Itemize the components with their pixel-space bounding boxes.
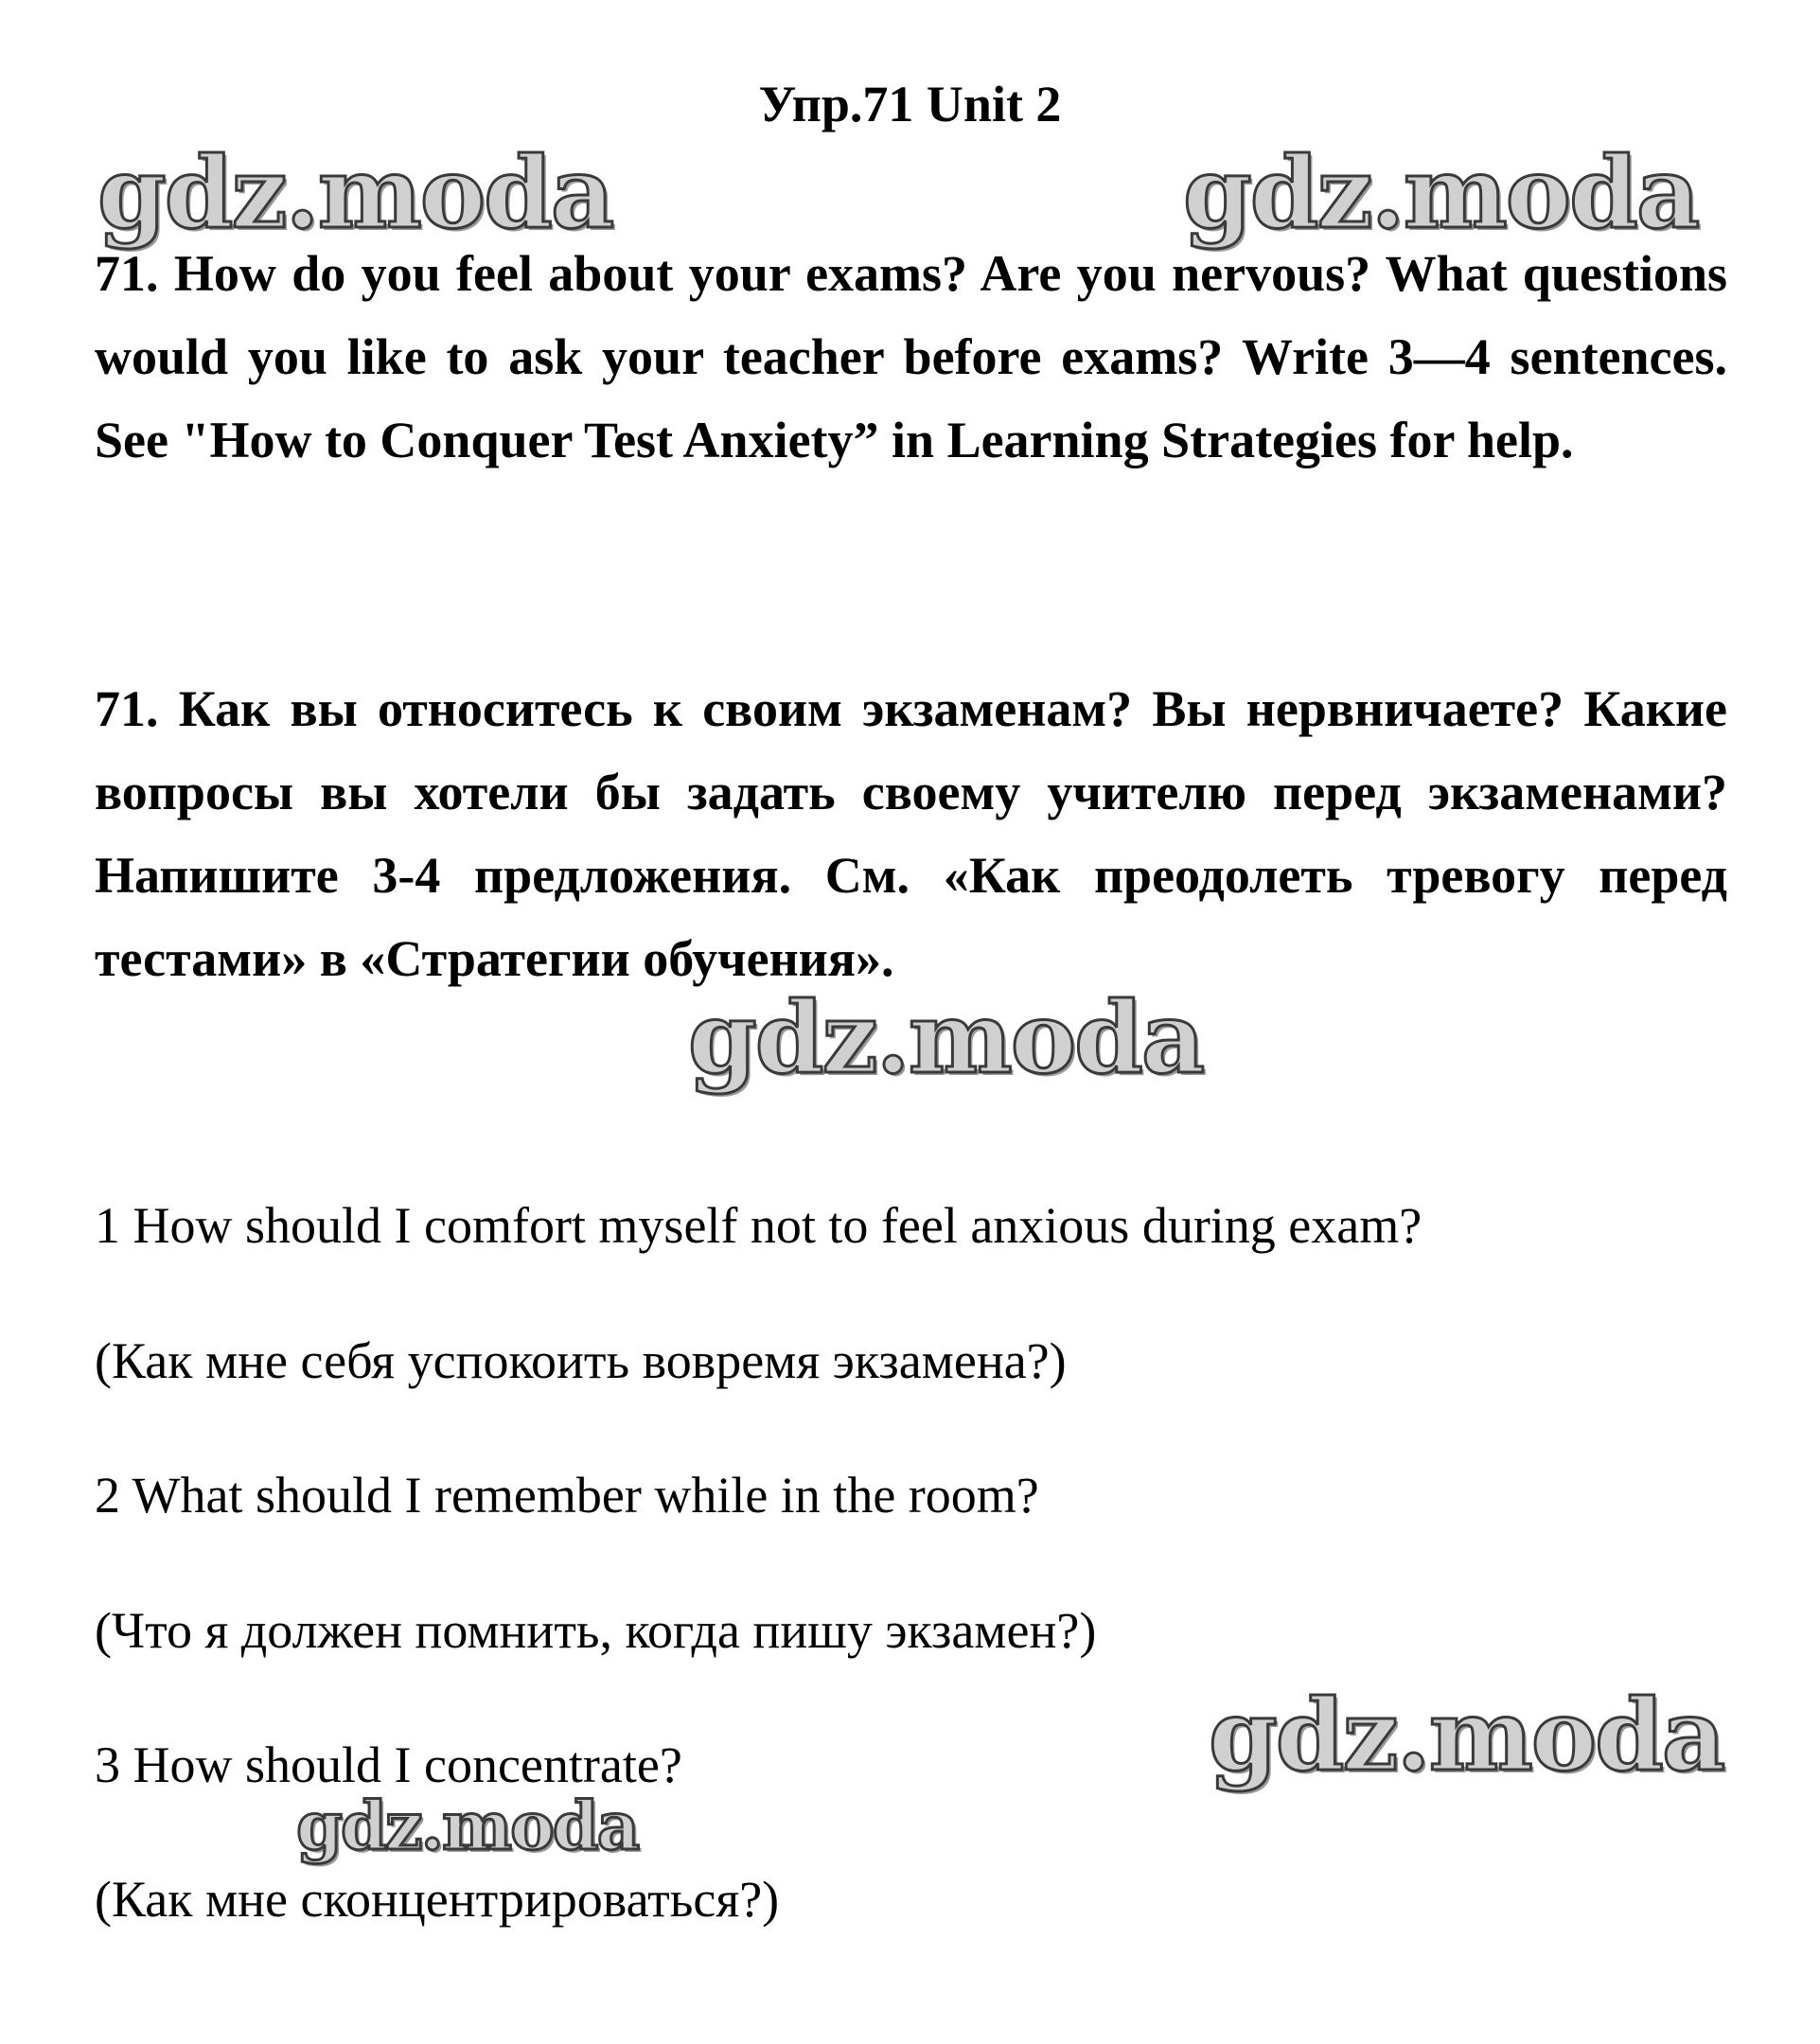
watermark-logo: gdz.moda: [1183, 134, 1699, 251]
watermark-logo: gdz.moda: [688, 979, 1204, 1096]
task-text-english: 71. How do you feel about your exams? Are you nervous? What questions would you like to ask your teacher before exams? Write 3—4 sentences. See "How to Conquer Test Anxiety” in Learning Strategies for help.: [95, 245, 1727, 468]
answer-question: 1 How should I comfort myself not to feel anxious during exam?: [95, 1197, 1422, 1254]
watermark-logo: gdz.moda: [296, 1787, 639, 1865]
answer-translation: (Как мне сконцентрироваться?): [95, 1871, 780, 1928]
answer-translation: (Что я должен помнить, когда пишу экзамен?): [95, 1602, 1097, 1659]
watermark-logo: gdz.moda: [97, 134, 613, 251]
task-text-russian: 71. Как вы относитесь к своим экзаменам? Вы нервничаете? Какие вопросы вы хотели бы задать своему учителю перед экзаменами? Напишите 3-4 предложения. См. «Как преодолеть тревогу перед тестами» в «Стратегии обучения».: [95, 680, 1727, 987]
answer-question: 3 How should I concentrate?: [95, 1736, 682, 1793]
page-title: Упр.71 Unit 2: [758, 76, 1062, 132]
watermark-logo: gdz.moda: [1209, 1677, 1724, 1793]
answer-question: 2 What should I remember while in the room?: [95, 1467, 1039, 1524]
answer-translation: (Как мне себя успокоить вовремя экзамена?): [95, 1332, 1067, 1389]
